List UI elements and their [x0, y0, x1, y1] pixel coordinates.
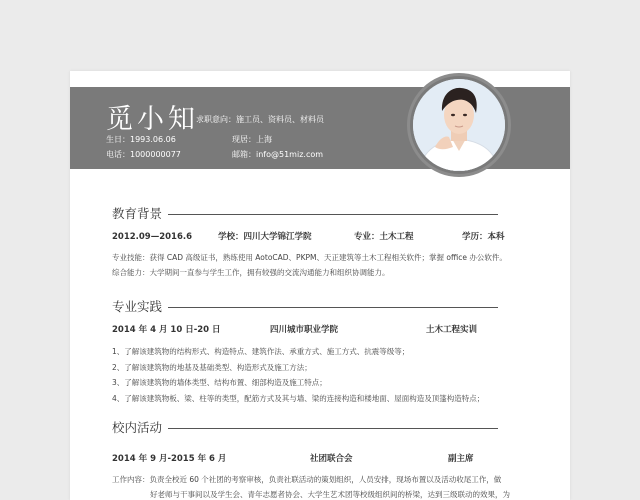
section-divider — [168, 214, 498, 215]
email: 邮箱：info@51miz.com — [232, 150, 324, 159]
practice-role: 土木工程实训 — [426, 325, 478, 335]
practice-line: 2、了解该建筑物的地基及基础类型、构造形式及施工方法； — [112, 363, 312, 372]
education-line: 综合能力：大学期间一直参与学生工作，拥有较强的交流沟通能力和组织协调能力。 — [112, 268, 390, 277]
practice-line: 4、了解该建筑物板、梁、柱等的类型，配筋方式及其与墙、梁的连接构造和楼地面、屋面构造及顶篷构造特点； — [112, 394, 485, 403]
section-divider — [168, 307, 498, 308]
campus-role: 副主席 — [448, 454, 474, 464]
education-period: 2012.09—2016.6 — [112, 232, 193, 242]
campus-line: 好老师与干事间以及学生会、青年志愿者协会、大学生艺术团等校级组织间的桥梁，达到三级联动的效果，为 — [150, 490, 510, 499]
section-title-practice: 专业实践 — [112, 299, 163, 314]
location: 现居：上海 — [232, 135, 272, 144]
campus-line: 工作内容：负责全校近 60 个社团的考察审核，负责社联活动的策划组织，人员安排，现场布置以及活动收尾工作，做 — [112, 475, 502, 484]
education-degree: 学历：本科 — [462, 232, 505, 242]
section-divider — [168, 428, 498, 429]
practice-period: 2014 年 4 月 10 日-20 日 — [112, 325, 221, 335]
education-major: 专业：土木工程 — [354, 232, 414, 242]
practice-line: 1、了解该建筑物的结构形式、构造特点、建筑作法、承重方式、施工方式、抗震等级等； — [112, 347, 410, 356]
candidate-name: 觅小知 — [106, 104, 199, 135]
section-title-campus: 校内活动 — [112, 420, 163, 435]
practice-line: 3、了解该建筑物的墙体类型、结构布置、细部构造及施工特点； — [112, 378, 327, 387]
phone: 电话：1000000077 — [106, 150, 181, 159]
education-line: 专业技能：获得 CAD 高级证书，熟练使用 AotoCAD、PKPM、天正建筑等土木工程相关软件；掌握 office 办公软件。 — [112, 253, 507, 262]
job-objective: 求职意向：施工员、资料员、材料员 — [196, 115, 324, 124]
profile-photo — [413, 79, 505, 171]
education-school: 学校：四川大学锦江学院 — [218, 232, 312, 242]
person-portrait-icon — [413, 79, 505, 171]
birthday: 生日：1993.06.06 — [106, 135, 176, 144]
section-title-education: 教育背景 — [112, 206, 163, 221]
resume-sheet — [70, 71, 570, 500]
practice-org: 四川城市职业学院 — [270, 325, 339, 335]
profile-photo-frame — [407, 73, 511, 177]
campus-org: 社团联合会 — [310, 454, 353, 464]
campus-period: 2014 年 9 月-2015 年 6 月 — [112, 454, 227, 464]
